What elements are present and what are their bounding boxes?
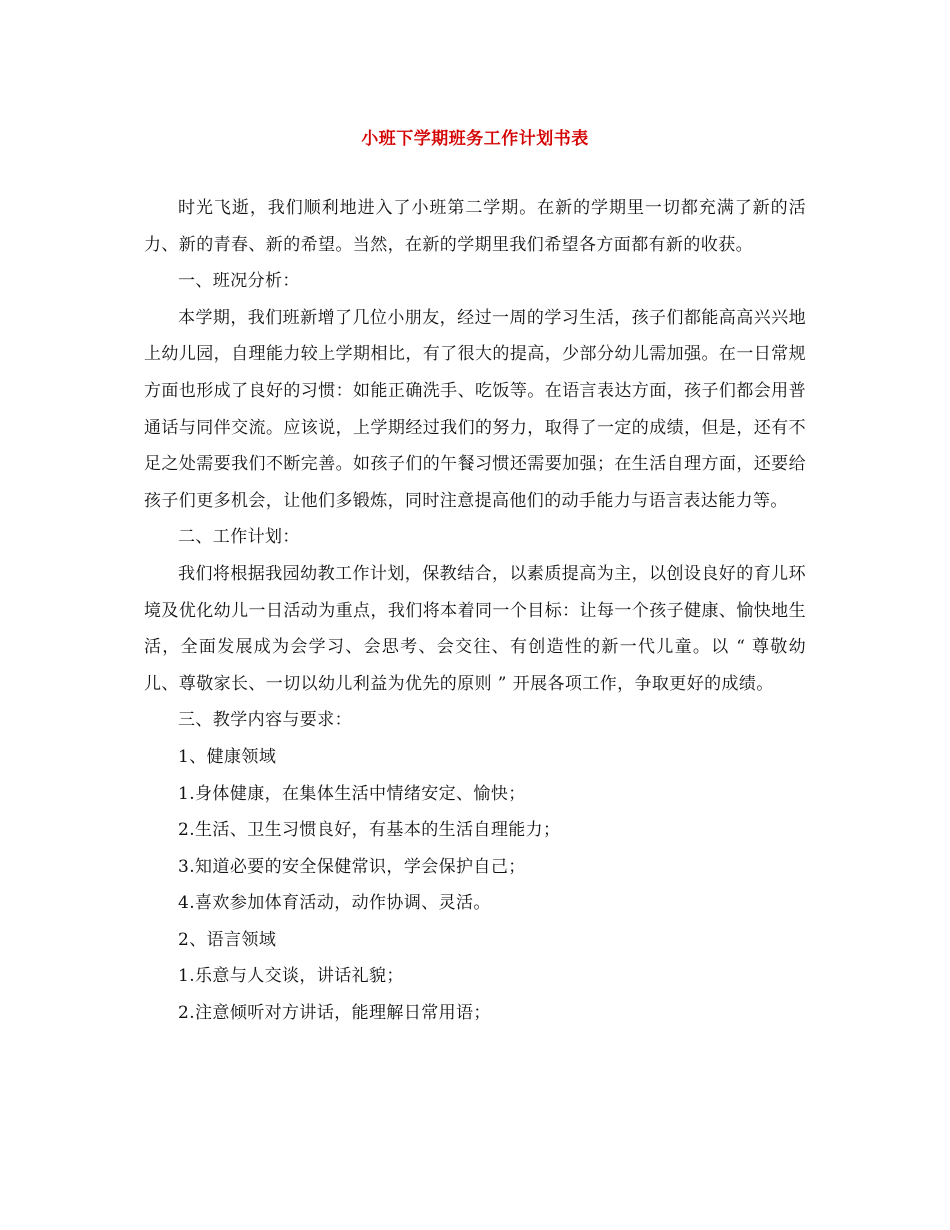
class-analysis-paragraph: 本学期，我们班新增了几位小朋友，经过一周的学习生活，孩子们都能高高兴兴地上幼儿园，自理能力较上学期相比，有了很大的提高，少部分幼儿需加强。在一日常规方面也形成了良好的习惯：如能正确洗手、吃饭等。在语言表达方面，孩子们都会用普通话与同伴交流。应该说，上学期经过我们的努力，取得了一定的成绩，但是，还有不足之处需要我们不断完善。如孩子们的午餐习惯还需要加强；在生活自理方面，还要给孩子们更多机会，让他们多锻炼，同时注意提高他们的动手能力与语言表达能力等。 [144,307,806,511]
section-heading-work-plan: 二、工作计划： [178,527,300,548]
list-item: 1.乐意与人交谈，讲话礼貌； [178,966,404,987]
work-plan-paragraph: 我们将根据我园幼教工作计划，保教结合，以素质提高为主，以创设良好的育儿环境及优化幼儿一日活动为重点，我们将本着同一个目标：让每一个孩子健康、愉快地生活，全面发展成为会学习、会思考、会交往、有创造性的新一代儿童。以 “ 尊敬幼儿、尊敬家长、一切以幼儿利益为优先的原则 ” 开展各项工作，争取更好的成绩。 [144,563,806,694]
list-item: 4.喜欢参加体育活动，动作协调、灵活。 [178,893,491,914]
document-title: 小班下学期班务工作计划书表 [361,129,589,149]
list-item: 3.知道必要的安全保健常识，学会保护自己； [178,856,526,877]
intro-paragraph: 时光飞逝，我们顺利地进入了小班第二学期。在新的学期里一切都充满了新的活力、新的青春、新的希望。当然，在新的学期里我们希望各方面都有新的收获。 [144,198,806,255]
list-item: 2.生活、卫生习惯良好，有基本的生活自理能力； [178,820,561,841]
list-item: 1.身体健康，在集体生活中情绪安定、愉快； [178,783,526,804]
subsection-heading-language: 2、语言领域 [178,929,277,950]
subsection-heading-health: 1、健康领域 [178,746,277,767]
document-body [144,190,806,1032]
section-heading-class-analysis: 一、班况分析： [178,271,300,292]
list-item: 2.注意倾听对方讲话，能理解日常用语； [178,1003,491,1024]
section-heading-teaching-content: 三、教学内容与要求： [178,710,352,731]
